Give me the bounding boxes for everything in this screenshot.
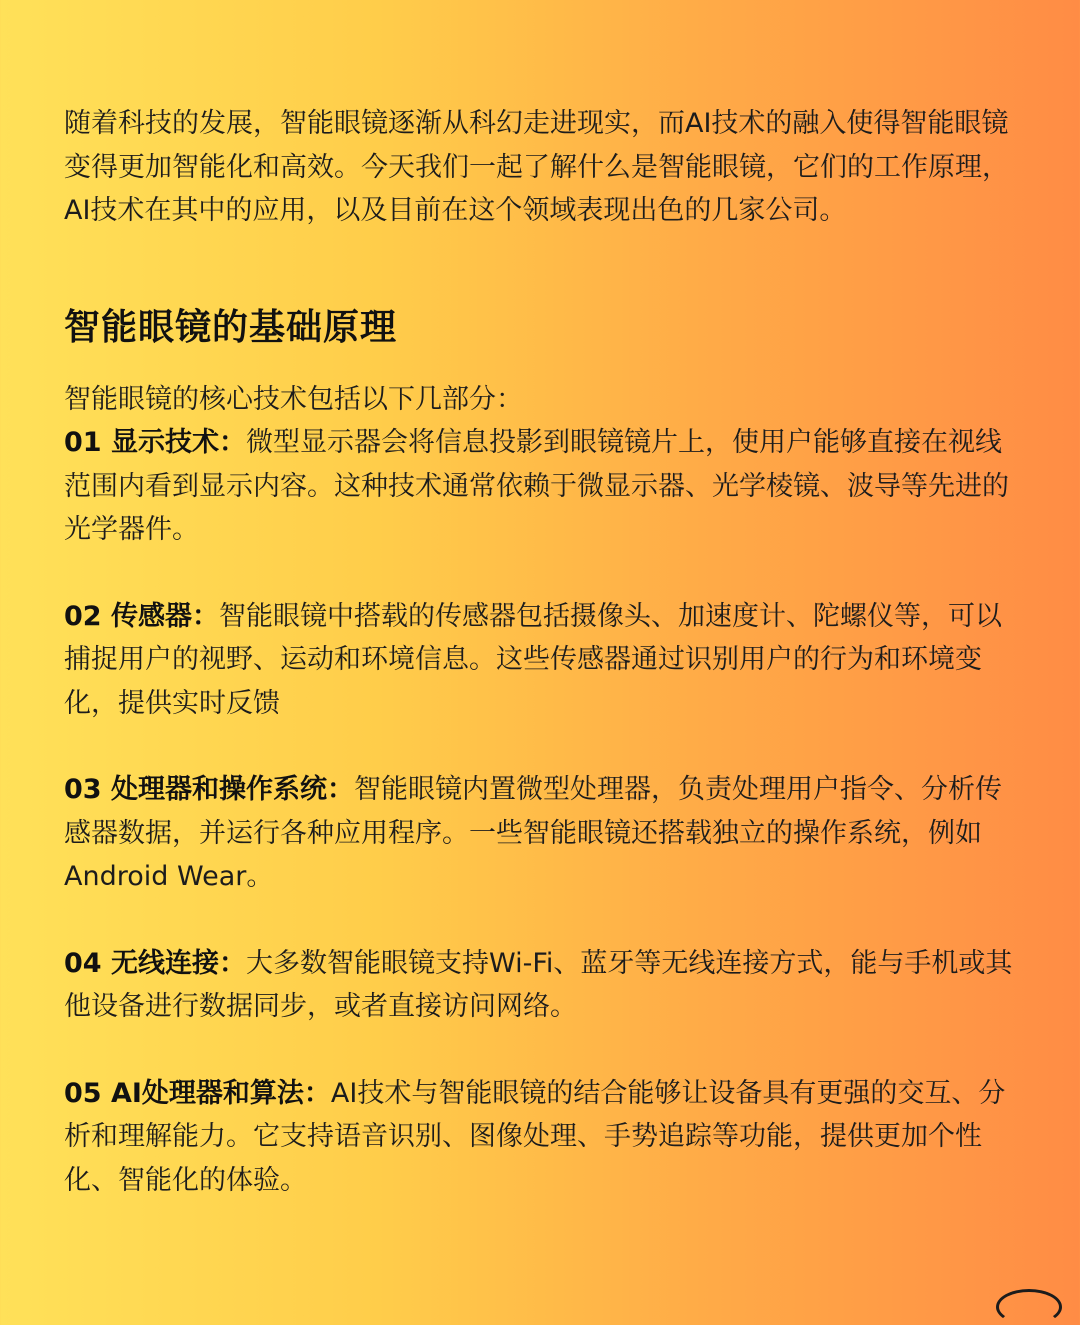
list-item-display-tech <box>64 421 1016 552</box>
item-title: 05 AI处理器和算法： <box>64 1077 331 1109</box>
item-text: 智能眼镜中搭载的传感器包括摄像头、加速度计、陀螺仪等，可以捕捉用户的视野、运动和环境信息。这些传感器通过识别用户的行为和环境变化，提供实时反馈 <box>64 600 1002 719</box>
section-lead: 智能眼镜的核心技术包括以下几部分： <box>64 383 523 415</box>
article <box>64 102 1016 1245</box>
list-item-ai <box>64 1072 1016 1203</box>
item-title: 04 无线连接： <box>64 947 246 979</box>
item-title: 02 传感器： <box>64 600 219 632</box>
item-text: 大多数智能眼镜支持Wi-Fi、蓝牙等无线连接方式，能与手机或其他设备进行数据同步，或者直接访问网络。 <box>64 947 1013 1022</box>
item-text: 智能眼镜内置微型处理器，负责处理用户指令、分析传感器数据，并运行各种应用程序。一些智能眼镜还搭载独立的操作系统，例如Android Wear。 <box>64 774 1002 892</box>
item-text: AI技术与智能眼镜的结合能够让设备具有更强的交互、分析和理解能力。它支持语音识别、图像处理、手势追踪等功能，提供更加个性化、智能化的体验。 <box>64 1077 1006 1196</box>
item-title: 03 处理器和操作系统： <box>64 774 354 805</box>
item-title: 01 显示技术： <box>64 427 246 458</box>
list-item-wireless <box>64 942 1016 1029</box>
intro-paragraph: 随着科技的发展，智能眼镜逐渐从科幻走进现实，而AI技术的融入使得智能眼镜变得更加智能化和高效。今天我们一起了解什么是智能眼镜，它们的工作原理，AI技术在其中的应用，以及目前在这个领域表现出色的几家公司。 <box>64 108 1009 226</box>
list-item-sensors <box>64 595 1016 726</box>
section-heading: 智能眼镜的基础原理 <box>64 306 398 348</box>
corner-decoration-icon <box>996 1289 1062 1325</box>
list-item-processor-os <box>64 768 1016 899</box>
item-text: 微型显示器会将信息投影到眼镜镜片上，使用户能够直接在视线范围内看到显示内容。这种技术通常依赖于微显示器、光学棱镜、波导等先进的光学器件。 <box>64 427 1009 545</box>
